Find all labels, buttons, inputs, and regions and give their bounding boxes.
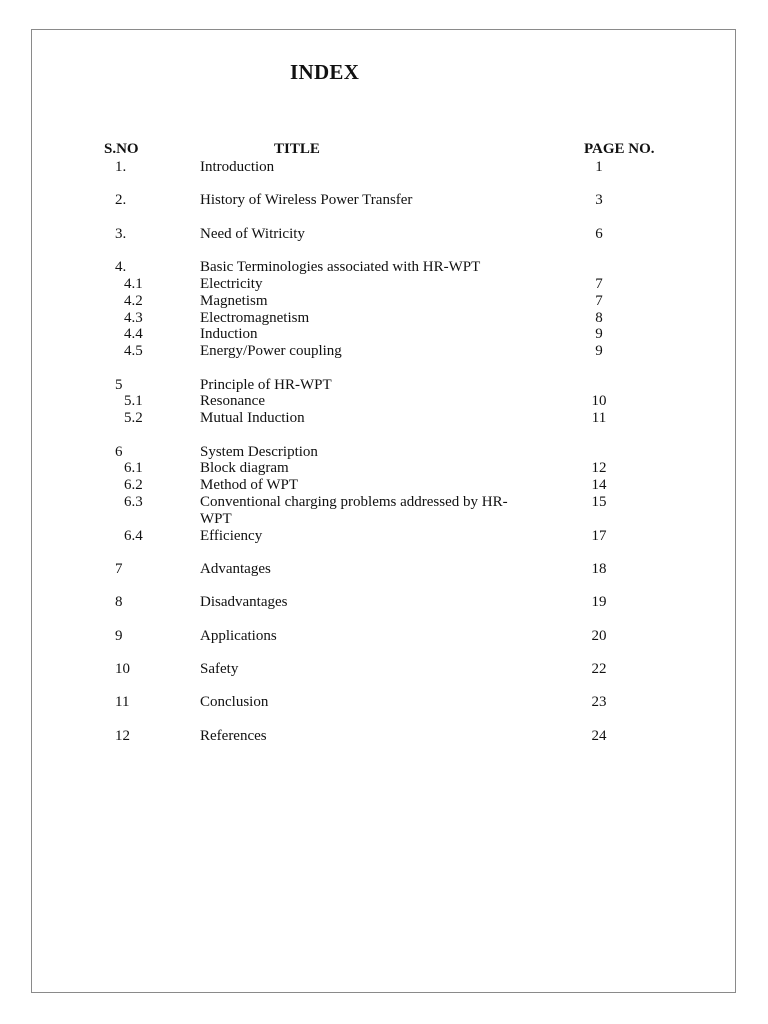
entry-number: 10 [115,661,130,678]
entry-number: 9 [115,627,123,644]
entry-number: 2. [115,192,127,209]
entry-number: 5.2 [124,410,143,427]
entry-title: Disadvantages [200,594,288,611]
entry-title: Need of Witricity [200,225,305,242]
entry-number: 12 [115,727,130,744]
column-header-sno: S.NO [104,141,139,157]
column-header-title: TITLE [274,141,320,157]
entry-number: 5 [115,376,123,393]
entry-number: 4.1 [124,275,143,292]
index-entry [0,728,768,745]
entry-number: 6.1 [124,460,143,477]
entry-page: 18 [591,560,607,577]
entry-page: 12 [591,460,607,477]
entry-title: Energy/Power coupling [200,343,342,360]
entry-title: Applications [200,627,277,644]
index-subentry [0,343,768,360]
entry-number: 5.1 [124,393,143,410]
entry-number: 11 [115,694,130,711]
entry-page: 9 [595,326,603,343]
index-entry [0,561,768,578]
index-entry [0,377,768,394]
index-entry [0,159,768,176]
index-entry [0,444,768,461]
index-subentry [0,460,768,477]
entry-page: 10 [591,393,607,410]
entry-number: 4. [115,259,127,276]
index-subentry [0,310,768,327]
index-entry [0,259,768,276]
entry-page: 20 [591,627,607,644]
entry-title: Electromagnetism [200,309,310,326]
index-subentry [0,494,768,528]
entry-number: 7 [115,560,123,577]
entry-title: Block diagram [200,460,289,477]
index-subentry [0,477,768,494]
entry-number: 3. [115,225,127,242]
entry-title: References [200,727,267,744]
entry-page: 3 [595,192,603,209]
entry-title: Principle of HR-WPT [200,376,332,393]
entry-number: 4.2 [124,292,143,309]
entry-page: 24 [591,727,607,744]
entry-title: Efficiency [200,527,263,544]
entry-page: 11 [591,410,607,427]
page-title: INDEX [290,60,360,84]
entry-number: 6 [115,443,123,460]
entry-number: 8 [115,594,123,611]
entry-title: Induction [200,326,258,343]
index-entry [0,694,768,711]
index-entry [0,226,768,243]
entry-title: Conclusion [200,694,269,711]
index-subentry [0,326,768,343]
entry-title: Conventional charging problems addressed by HR-WPT [200,493,508,527]
entry-page: 19 [591,594,607,611]
entry-title: Magnetism [200,292,268,309]
entry-title: History of Wireless Power Transfer [200,192,413,209]
entry-title: Mutual Induction [200,410,305,427]
index-subentry [0,276,768,293]
entry-number: 4.3 [124,309,143,326]
entry-title: Safety [200,661,239,678]
index-subentry [0,293,768,310]
index-subentry [0,528,768,545]
entry-number: 1. [115,159,127,175]
index-entry [0,192,768,209]
entry-page: 9 [595,343,603,360]
entry-page: 14 [591,477,607,494]
entry-title: Basic Terminologies associated with HR-WPT [200,259,481,276]
entry-title: Resonance [200,393,265,410]
entry-number: 6.3 [124,493,143,510]
entry-page: 7 [595,275,603,292]
entry-title: Advantages [200,560,271,577]
entry-title: Electricity [200,275,263,292]
column-header-page: PAGE NO. [584,141,655,157]
entry-title: Method of WPT [200,477,299,494]
entry-page: 8 [595,309,603,326]
entry-page: 15 [591,493,607,510]
index-entry [0,628,768,645]
index-entry [0,661,768,678]
entry-page: 23 [591,694,607,711]
entry-title: System Description [200,443,318,460]
index-subentry [0,410,768,427]
index-entry [0,594,768,611]
entry-title: Introduction [200,159,275,175]
entry-number: 6.2 [124,477,143,494]
entry-page: 6 [595,225,603,242]
entry-number: 4.4 [124,326,143,343]
entry-page: 17 [591,527,607,544]
entry-page: 22 [591,661,607,678]
entry-page: 1 [595,159,603,175]
entry-number: 4.5 [124,343,143,360]
entry-number: 6.4 [124,527,143,544]
index-table [0,159,768,745]
entry-page: 7 [595,292,603,309]
index-subentry [0,393,768,410]
